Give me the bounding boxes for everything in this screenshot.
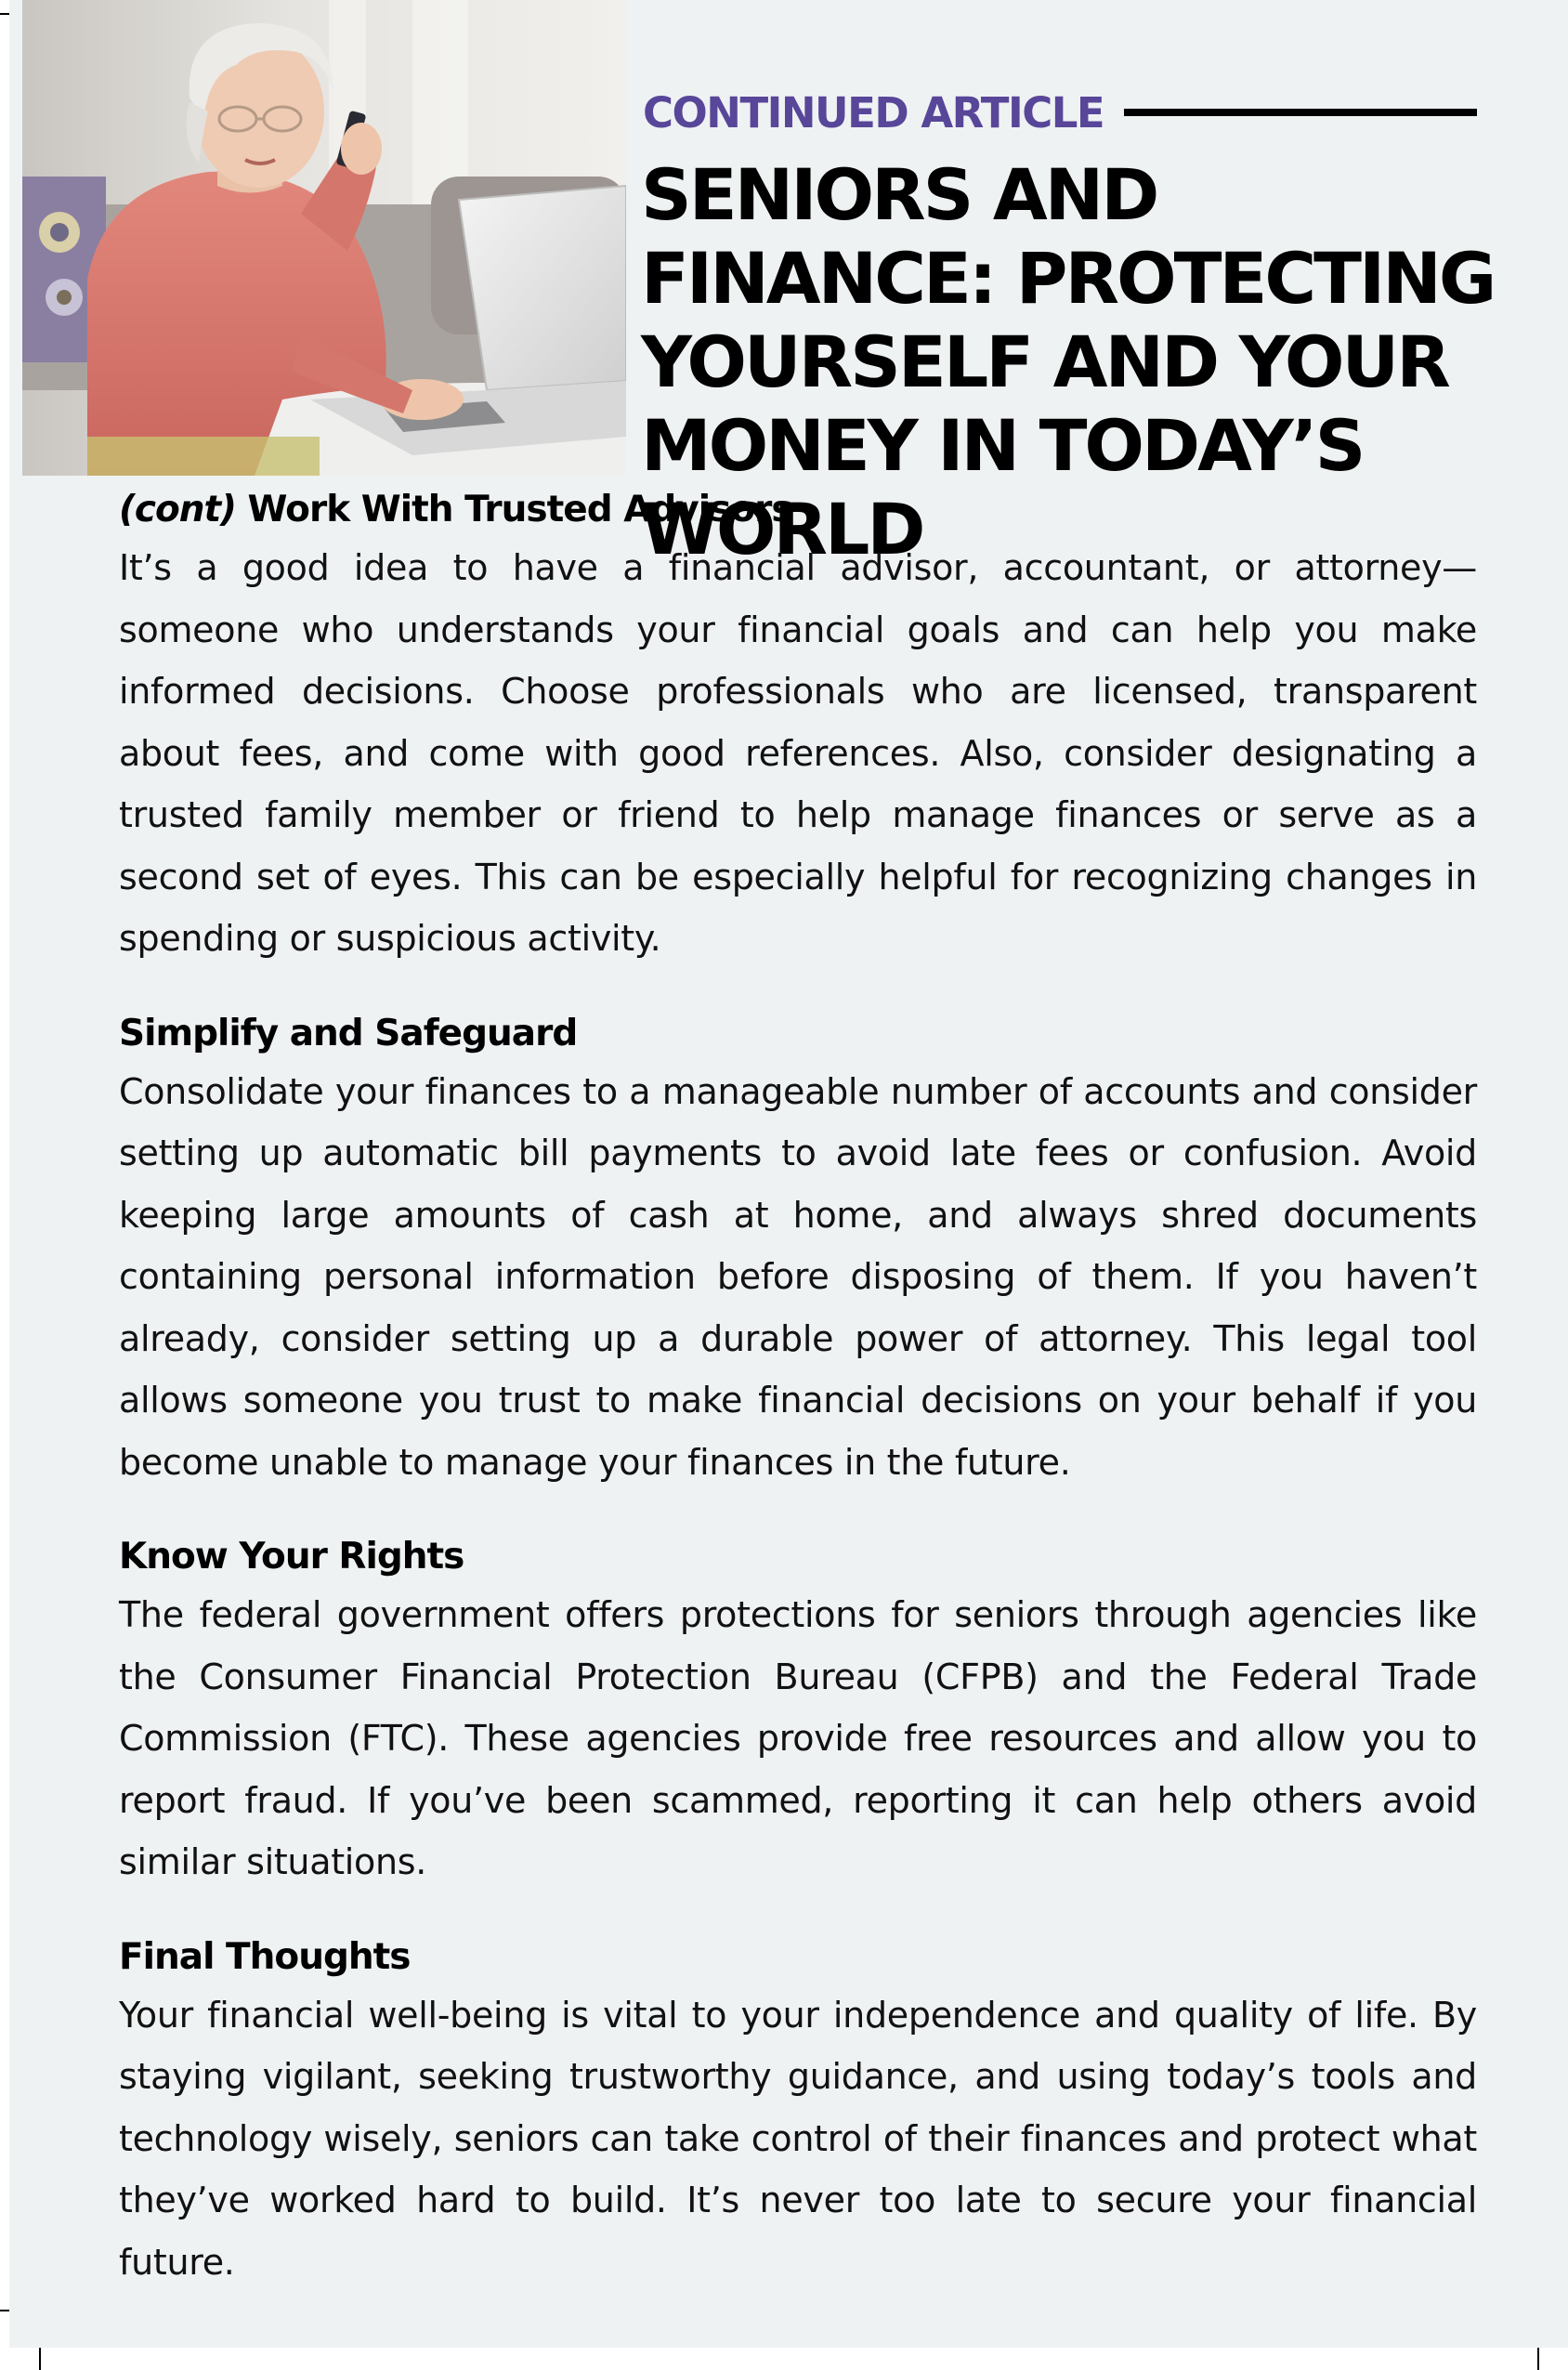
section-heading: Final Thoughts xyxy=(119,1935,411,1978)
crop-mark-bottom-2 xyxy=(1537,2348,1539,2370)
section-paragraph: It’s a good idea to have a financial advisor, accountant, or attorney—someone who understands your financial goals and can help you make informed decisions. Choose professionals who are licensed, transparent about fees, and come with good references. Also, consider designating a trusted family member or friend to help manage finances or serve as a second set of eyes. This can be especially helpful for recognizing changes in spending or suspicious activity. xyxy=(119,547,1477,959)
section-final-thoughts xyxy=(119,1931,1477,2294)
continued-prefix: (cont) xyxy=(119,489,236,530)
section-heading: Simplify and Safeguard xyxy=(119,1012,578,1054)
section-simplify-safeguard xyxy=(119,1007,1477,1494)
section-trusted-advisors xyxy=(119,483,1477,970)
section-paragraph: Consolidate your finances to a manageable number of accounts and consider setting up automatic bill payments to avoid late fees or confusion. Avoid keeping large amounts of cash at home, and always shred documents containing personal information before disposing of them. If you haven’t already, consider setting up a durable power of attorney. This legal tool allows someone you trust to make financial decisions on your behalf if you become unable to manage your finances in the future. xyxy=(119,1070,1477,1483)
senior-woman-photo xyxy=(22,0,626,476)
crop-mark-top-left xyxy=(0,13,9,15)
crop-mark-bottom-1 xyxy=(39,2348,41,2370)
kicker-row xyxy=(643,85,1477,139)
crop-mark-bottom-left xyxy=(0,2310,9,2311)
section-paragraph: The federal government offers protections for seniors through agencies like the Consumer Financial Protection Bureau (CFPB) and the Federal Trade Commission (FTC). These agencies provide free resources and allow you to report fraud. If you’ve been scammed, reporting it can help others avoid similar situations. xyxy=(119,1594,1477,1882)
article-body xyxy=(119,483,1477,2330)
article-page xyxy=(9,0,1568,2348)
section-heading xyxy=(119,483,1477,537)
section-heading-text: Work With Trusted Advisors xyxy=(247,489,792,530)
section-know-your-rights xyxy=(119,1530,1477,1893)
section-heading: Know Your Rights xyxy=(119,1536,464,1578)
article-headline: SENIORS AND FINANCE: PROTECTING YOURSELF AND YOUR MONEY IN TODAY’S WORLD xyxy=(641,153,1495,570)
kicker-rule xyxy=(1124,109,1477,116)
photo-illustration-icon xyxy=(22,0,626,476)
section-kicker: CONTINUED ARTICLE xyxy=(643,87,1104,137)
section-paragraph: Your financial well-being is vital to your independence and quality of life. By staying vigilant, seeking trustworthy guidance, and using today’s tools and technology wisely, seniors can take control of their finances and protect what they’ve worked hard to build. It’s never too late to secure your financial future. xyxy=(119,1994,1477,2283)
